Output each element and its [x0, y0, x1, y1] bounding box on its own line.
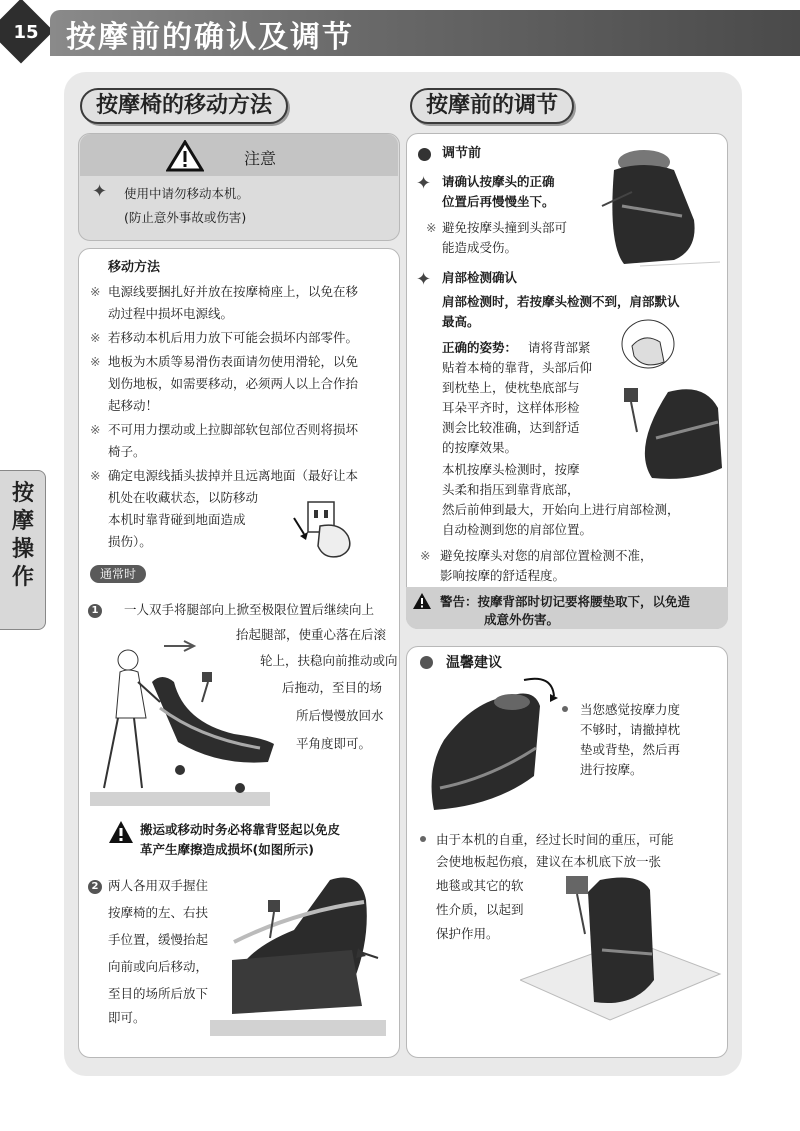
list-item: 本机时靠背碰到地面造成 [108, 512, 246, 527]
note-mark: ※ [90, 330, 101, 345]
posture-line: 耳朵平齐时，这样体形检 [442, 400, 580, 415]
side-tab-label: 按摩操作 [12, 481, 35, 590]
step-2-line: 至目的场所后放下 [108, 986, 209, 1001]
list-item: 机处在收藏状态，以防移动 [108, 490, 259, 505]
notice-header [80, 134, 398, 176]
list-item: 起移动！ [108, 398, 159, 413]
list-item: 动过程中损坏电源线。 [108, 306, 234, 321]
posture-line: 到枕垫上，使枕垫底部与 [442, 380, 580, 395]
posture-line: 的按摩效果。 [442, 440, 518, 455]
massage-chair-on-mat-illustration [520, 870, 724, 1050]
step-2-line: 手位置，缓慢抬起 [108, 932, 209, 947]
step-1-line: 平角度即可。 [296, 736, 372, 751]
move-heading: 移动方法 [108, 260, 161, 275]
bullet-dot [562, 706, 568, 712]
shoulder-bold: 最高。 [442, 314, 480, 329]
detect-line: 头柔和指压到靠背底部， [442, 482, 580, 497]
note-mark: ※ [90, 284, 101, 299]
bullet-dot [418, 148, 431, 161]
tip2-line: 由于本机的自重，经过长时间的重压，可能 [436, 832, 674, 847]
posture-line: 测会比较准确，达到舒适 [442, 420, 580, 435]
note-mark: ※ [90, 422, 101, 437]
posture-line: 请将背部紧 [528, 340, 591, 355]
step-1-line: 所后慢慢放回水 [296, 708, 384, 723]
step-2-line: 向前或向后移动， [108, 959, 209, 974]
list-item: 不可用力摆动或上拉脚部软包部位否则将损坏 [108, 422, 359, 437]
tips-heading: 温馨建议 [446, 655, 502, 671]
step-1-number: 1 [88, 604, 102, 618]
massage-chair-illustration [420, 668, 570, 818]
shoulder-heading: 肩部检测确认 [442, 270, 518, 285]
star-icon: ✦ [416, 173, 432, 194]
person-pushing-chair-illustration [90, 638, 290, 808]
massage-chair-illustration [210, 860, 390, 1040]
before-note: 避免按摩头撞到头部可 [442, 220, 568, 235]
star-icon: ✦ [416, 269, 432, 290]
detect-line: 然后前伸到最大，开始向上进行肩部检测， [442, 502, 680, 517]
warning-line: 革产生摩擦造成损坏(如图所示) [140, 842, 314, 857]
page-number: 15 [13, 22, 39, 43]
before-sub: 请确认按摩头的正确 [442, 174, 555, 189]
page-title: 按摩前的确认及调节 [66, 20, 354, 55]
shoulder-bold: 肩部检测时，若按摩头检测不到，肩部默认 [442, 294, 680, 309]
tip2-line: 会使地板起伤痕，建议在本机底下放一张 [436, 854, 662, 869]
step-2-line: 即可。 [108, 1010, 146, 1025]
list-item: 地板为木质等易滑伤表面请勿使用滑轮，以免 [108, 354, 359, 369]
section-title-move: 按摩椅的移动方法 [80, 88, 288, 124]
warning-icon [166, 140, 204, 172]
list-item: 若移动本机后用力放下可能会损坏内部零件。 [108, 330, 359, 345]
star-icon: ✦ [92, 181, 108, 202]
warning-bar-line: 警告：按摩背部时切记要将腰垫取下，以免造 [440, 594, 691, 609]
step-2-line: 按摩椅的左、右扶 [108, 905, 209, 920]
before-heading: 调节前 [442, 146, 482, 161]
warning-bar-line: 成意外伤害。 [484, 612, 560, 627]
shoulder-note: 避免按摩头对您的肩部位置检测不准， [440, 548, 653, 563]
notice-line-2: (防止意外事故或伤害) [124, 210, 247, 225]
section-title-adjust: 按摩前的调节 [410, 88, 574, 124]
warning-icon [412, 592, 432, 610]
posture-line: 贴着本椅的靠背，头部后仰 [442, 360, 593, 375]
tip1-line: 进行按摩。 [580, 762, 643, 777]
tip2-line: 地毯或其它的软 [436, 878, 524, 893]
posture-label: 正确的姿势： [442, 340, 518, 355]
massage-chair-illustration [618, 318, 726, 488]
step-1-line: 一人双手将腿部向上掀至极限位置后继续向上 [124, 602, 375, 617]
tip2-line: 保护作用。 [436, 926, 499, 941]
list-item: 椅子。 [108, 444, 146, 459]
warning-icon [108, 820, 134, 844]
detect-line: 自动检测到您的肩部位置。 [442, 522, 593, 537]
note-mark: ※ [426, 220, 437, 235]
list-item: 确定电源线插头拔掉并且远离地面（最好让本 [108, 468, 359, 483]
tip2-line: 性介质，以起到 [436, 902, 524, 917]
massage-chair-illustration [600, 146, 724, 268]
tip1-line: 当您感觉按摩力度 [580, 702, 681, 717]
notice-title: 注意 [244, 149, 277, 168]
before-note: 能造成受伤。 [442, 240, 518, 255]
before-sub: 位置后再慢慢坐下。 [442, 194, 555, 209]
list-item: 电源线要捆扎好并放在按摩椅座上，以免在移 [108, 284, 359, 299]
bullet-dot [420, 836, 426, 842]
normal-tag: 通常时 [90, 565, 146, 583]
tip1-line: 不够时，请撤掉枕 [580, 722, 681, 737]
step-2-line: 两人各用双手握住 [108, 878, 209, 893]
detect-line: 本机按摩头检测时，按摩 [442, 462, 580, 477]
step-2-number: 2 [88, 880, 102, 894]
list-item: 划伤地板，如需要移动，必须两人以上合作抬 [108, 376, 359, 391]
step-1-line: 轮上，扶稳向前推动或向 [260, 653, 398, 668]
list-item: 损伤）。 [108, 534, 152, 549]
warning-line: 搬运或移动时务必将靠背竖起以免皮 [140, 822, 341, 837]
note-mark: ※ [90, 354, 101, 369]
shoulder-note: 影响按摩的舒适程度。 [440, 568, 566, 583]
notice-line-1: 使用中请勿移动本机。 [124, 186, 250, 201]
step-1-line: 抬起腿部，使重心落在后滚 [236, 627, 387, 642]
plug-illustration [290, 498, 356, 560]
tip1-line: 垫或背垫，然后再 [580, 742, 681, 757]
step-1-line: 后拖动，至目的场 [282, 680, 383, 695]
note-mark: ※ [90, 468, 101, 483]
note-mark: ※ [420, 548, 431, 563]
